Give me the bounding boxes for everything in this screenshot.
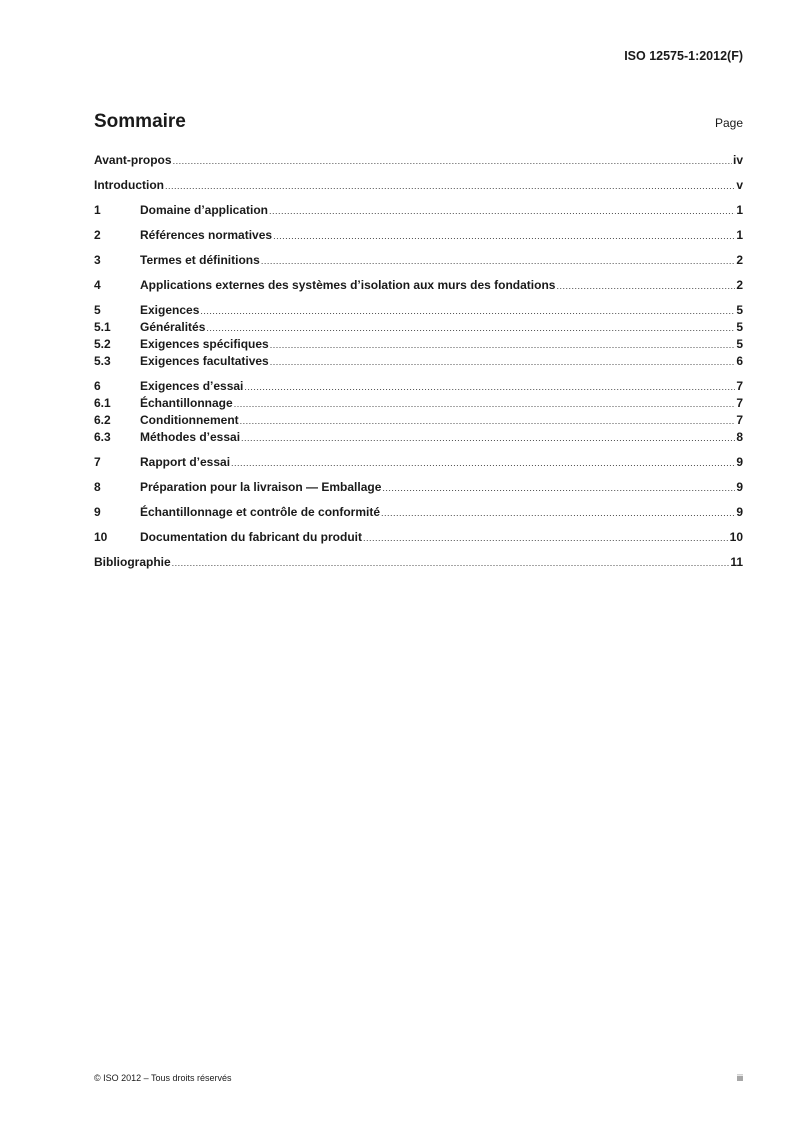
dot-leader (240, 413, 736, 429)
dot-leader (231, 455, 735, 471)
toc-entry-number: 6.3 (94, 430, 111, 444)
toc-entry-number: 4 (94, 278, 101, 292)
toc-entry-title: Préparation pour la livraison — Emballage (140, 480, 382, 494)
toc-entry-title: Exigences (140, 303, 200, 317)
toc-entry-title: Domaine d’application (140, 203, 269, 217)
toc-entry-page: 10 (729, 530, 743, 544)
toc-entry-page: 5 (736, 320, 743, 334)
toc-entry-page: 1 (736, 228, 743, 242)
toc-entry-page: 2 (736, 278, 743, 292)
page-footer (94, 1073, 743, 1083)
toc-entry-number: 9 (94, 505, 101, 519)
toc-entry-8[interactable] (94, 479, 743, 496)
toc-entry-6-2[interactable] (94, 412, 743, 429)
dot-leader (261, 253, 736, 269)
dot-leader (270, 354, 736, 370)
toc-entry-page: v (736, 178, 743, 192)
dot-leader (234, 396, 736, 412)
toc-entry-9[interactable] (94, 504, 743, 521)
toc-entry-title: Références normatives (140, 228, 273, 242)
toc-entry-3[interactable] (94, 252, 743, 269)
table-of-contents (94, 152, 743, 571)
toc-entry-number: 6 (94, 379, 101, 393)
dot-leader (270, 337, 736, 353)
toc-entry-page: iv (732, 153, 743, 167)
toc-entry-6-3[interactable] (94, 429, 743, 446)
dot-leader (381, 505, 735, 521)
toc-entry-number: 6.2 (94, 413, 111, 427)
toc-entry-title: Introduction (94, 178, 164, 192)
toc-entry-number: 5.2 (94, 337, 111, 351)
toc-page-label: Page (714, 116, 743, 130)
dot-leader (244, 379, 735, 395)
toc-entry-5-2[interactable] (94, 336, 743, 353)
toc-entry-2[interactable] (94, 227, 743, 244)
toc-entry-title: Bibliographie (94, 555, 171, 569)
toc-entry-introduction[interactable] (94, 177, 743, 194)
toc-entry-page: 7 (736, 379, 743, 393)
toc-entry-title: Exigences d’essai (140, 379, 244, 393)
toc-entry-5-1[interactable] (94, 319, 743, 336)
toc-entry-page: 9 (736, 480, 743, 494)
toc-title: Sommaire (94, 111, 186, 132)
toc-entry-title: Méthodes d’essai (140, 430, 241, 444)
toc-entry-page: 7 (736, 413, 743, 427)
toc-entry-number: 1 (94, 203, 101, 217)
toc-entry-7[interactable] (94, 454, 743, 471)
toc-entry-1[interactable] (94, 202, 743, 219)
toc-entry-page: 2 (736, 253, 743, 267)
toc-entry-title: Applications externes des systèmes d’isolation aux murs des fondations (140, 278, 556, 292)
toc-entry-title: Avant-propos (94, 153, 172, 167)
dot-leader (165, 178, 735, 194)
toc-entry-5-3[interactable] (94, 353, 743, 370)
toc-entry-10[interactable] (94, 529, 743, 546)
toc-entry-page: 9 (736, 505, 743, 519)
toc-entry-number: 5.1 (94, 320, 111, 334)
toc-entry-number: 8 (94, 480, 101, 494)
dot-leader (206, 320, 735, 336)
dot-leader (269, 203, 735, 219)
toc-entry-number: 5 (94, 303, 101, 317)
toc-header (94, 111, 743, 133)
toc-entry-number: 6.1 (94, 396, 111, 410)
toc-entry-page: 11 (730, 555, 743, 569)
dot-leader (363, 530, 729, 546)
toc-entry-title: Rapport d’essai (140, 455, 231, 469)
toc-entry-6[interactable] (94, 378, 743, 395)
toc-entry-title: Échantillonnage (140, 396, 233, 410)
toc-entry-title: Termes et définitions (140, 253, 260, 267)
toc-entry-number: 5.3 (94, 354, 111, 368)
toc-entry-page: 9 (736, 455, 743, 469)
toc-entry-title: Documentation du fabricant du produit (140, 530, 362, 544)
document-id: ISO 12575-1:2012(F) (624, 49, 743, 63)
page-number: iii (737, 1073, 743, 1083)
dot-leader (173, 153, 732, 169)
toc-entry-page: 5 (736, 337, 743, 351)
toc-entry-4[interactable] (94, 277, 743, 294)
toc-entry-title: Généralités (140, 320, 206, 334)
dot-leader (382, 480, 735, 496)
dot-leader (172, 555, 730, 571)
toc-entry-number: 10 (94, 530, 108, 544)
dot-leader (273, 228, 735, 244)
toc-entry-number: 7 (94, 455, 101, 469)
toc-entry-title: Conditionnement (140, 413, 239, 427)
toc-entry-title: Exigences facultatives (140, 354, 269, 368)
toc-entry-title: Échantillonnage et contrôle de conformité (140, 505, 381, 519)
toc-entry-bibliographie[interactable] (94, 554, 743, 571)
toc-entry-page: 7 (736, 396, 743, 410)
toc-entry-6-1[interactable] (94, 395, 743, 412)
toc-entry-title: Exigences spécifiques (140, 337, 269, 351)
dot-leader (241, 430, 735, 446)
toc-entry-page: 1 (736, 203, 743, 217)
dot-leader (556, 278, 735, 294)
toc-entry-number: 2 (94, 228, 101, 242)
toc-entry-5[interactable] (94, 302, 743, 319)
toc-entry-page: 8 (736, 430, 743, 444)
copyright-notice: © ISO 2012 – Tous droits réservés (94, 1073, 232, 1083)
toc-entry-number: 3 (94, 253, 101, 267)
toc-entry-page: 5 (736, 303, 743, 317)
toc-entry-page: 6 (736, 354, 743, 368)
toc-entry-avant-propos[interactable] (94, 152, 743, 169)
dot-leader (200, 303, 735, 319)
